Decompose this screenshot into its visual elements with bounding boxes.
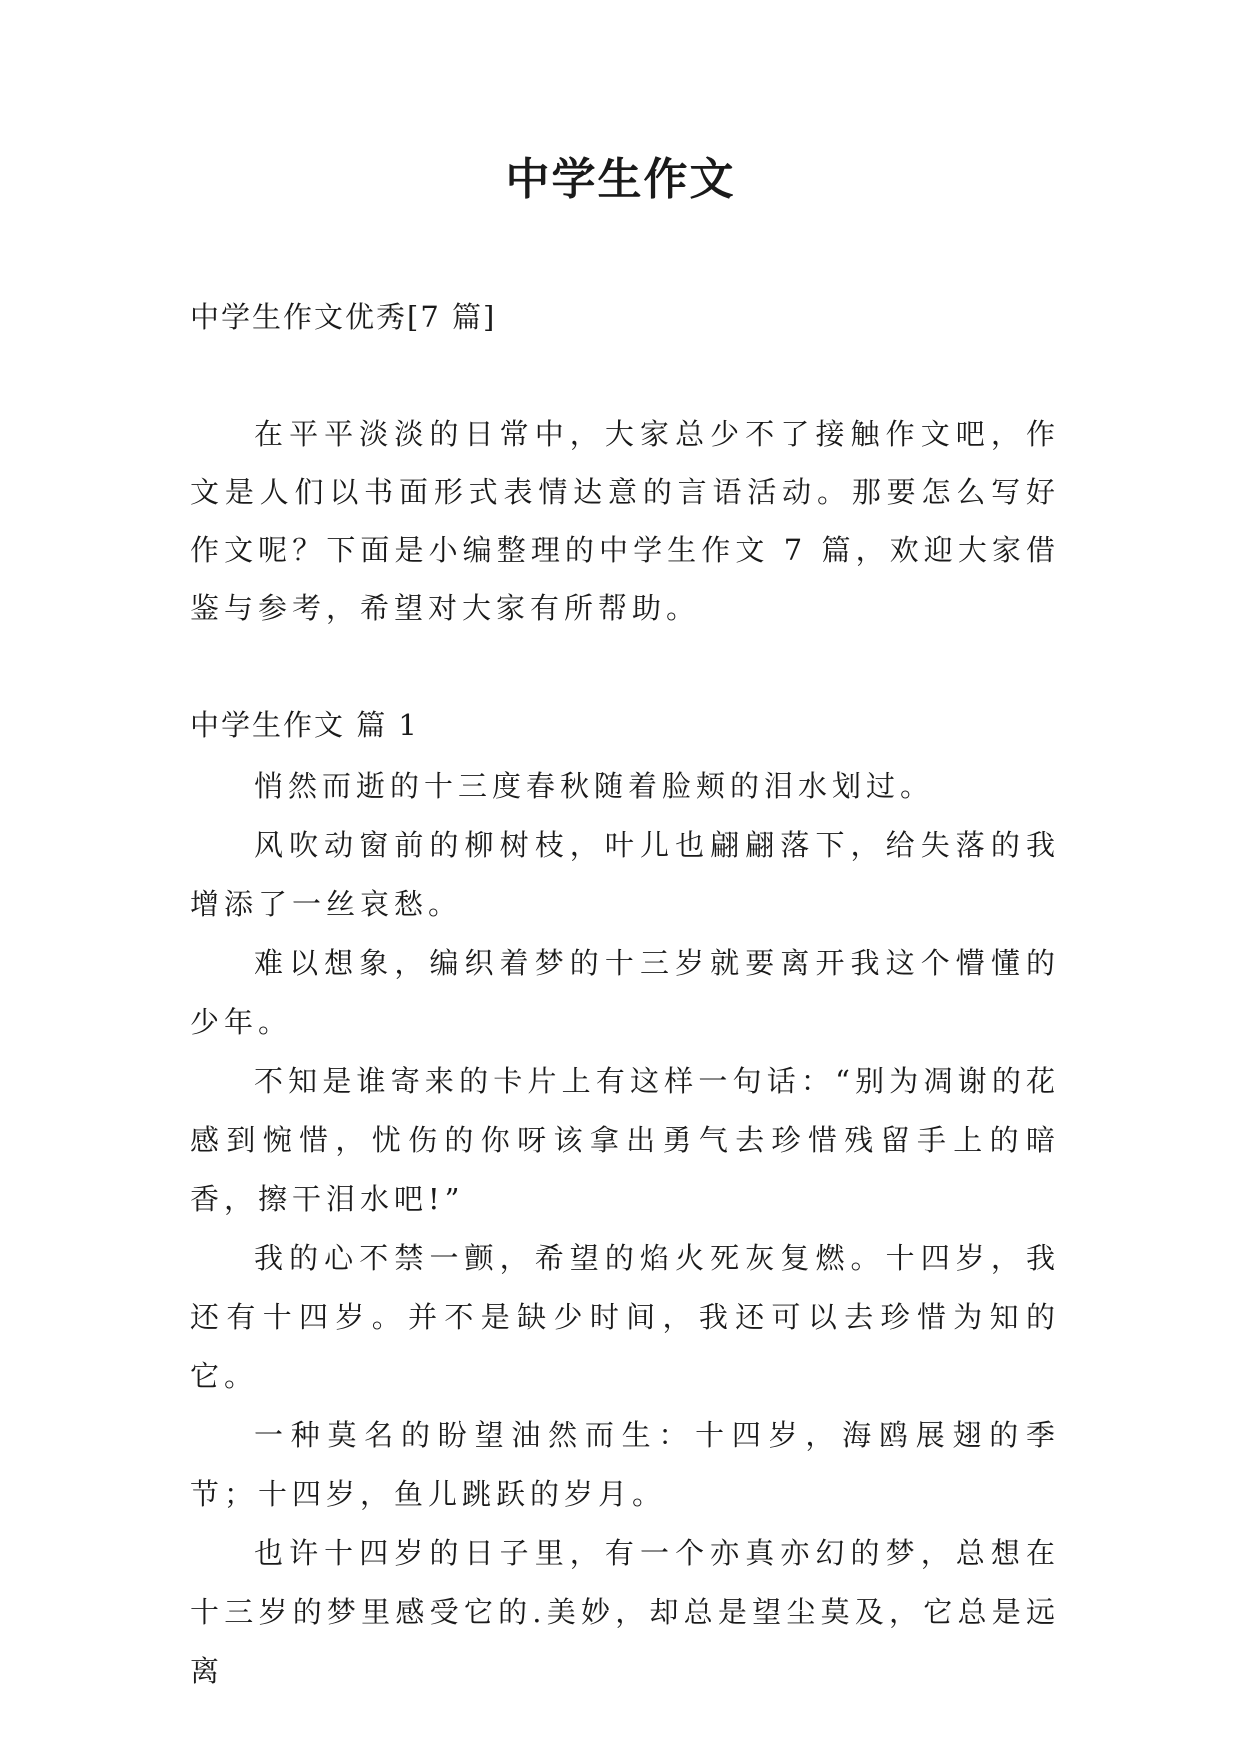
paragraph: 一种莫名的盼望油然而生：十四岁，海鸥展翅的季节；十四岁，鱼儿跳跃的岁月。 [190, 1418, 1060, 1511]
document-title: 中学生作文 [505, 154, 736, 205]
document-subtitle: 中学生作文优秀[7 篇] [190, 300, 497, 334]
paragraph: 难以想象，编织着梦的十三岁就要离开我这个懵懂的少年。 [190, 946, 1060, 1039]
paragraph: 悄然而逝的十三度春秋随着脸颊的泪水划过。 [254, 769, 935, 803]
paragraph: 风吹动窗前的柳树枝，叶儿也翩翩落下，给失落的我增添了一丝哀愁。 [190, 828, 1060, 921]
paragraph: 我的心不禁一颤，希望的焰火死灰复燃。十四岁，我还有十四岁。并不是缺少时间，我还可以去珍惜为知的它。 [190, 1241, 1060, 1393]
paragraph: 也许十四岁的日子里，有一个亦真亦幻的梦，总想在十三岁的梦里感受它的.美妙，却总是望尘莫及，它总是远离 [190, 1536, 1060, 1688]
intro-paragraph: 在平平淡淡的日常中，大家总少不了接触作文吧，作文是人们以书面形式表情达意的言语活动。那要怎么写好作文呢？下面是小编整理的中学生作文 7 篇，欢迎大家借鉴与参考，希望对大家有所帮助。 [190, 417, 1060, 625]
paragraph: 不知是谁寄来的卡片上有这样一句话：“别为凋谢的花感到惋惜，忧伤的你呀该拿出勇气去珍惜残留手上的暗香，擦干泪水吧!” [190, 1064, 1060, 1216]
section-heading: 中学生作文 篇 1 [190, 708, 419, 742]
essay-body [190, 757, 1060, 1701]
